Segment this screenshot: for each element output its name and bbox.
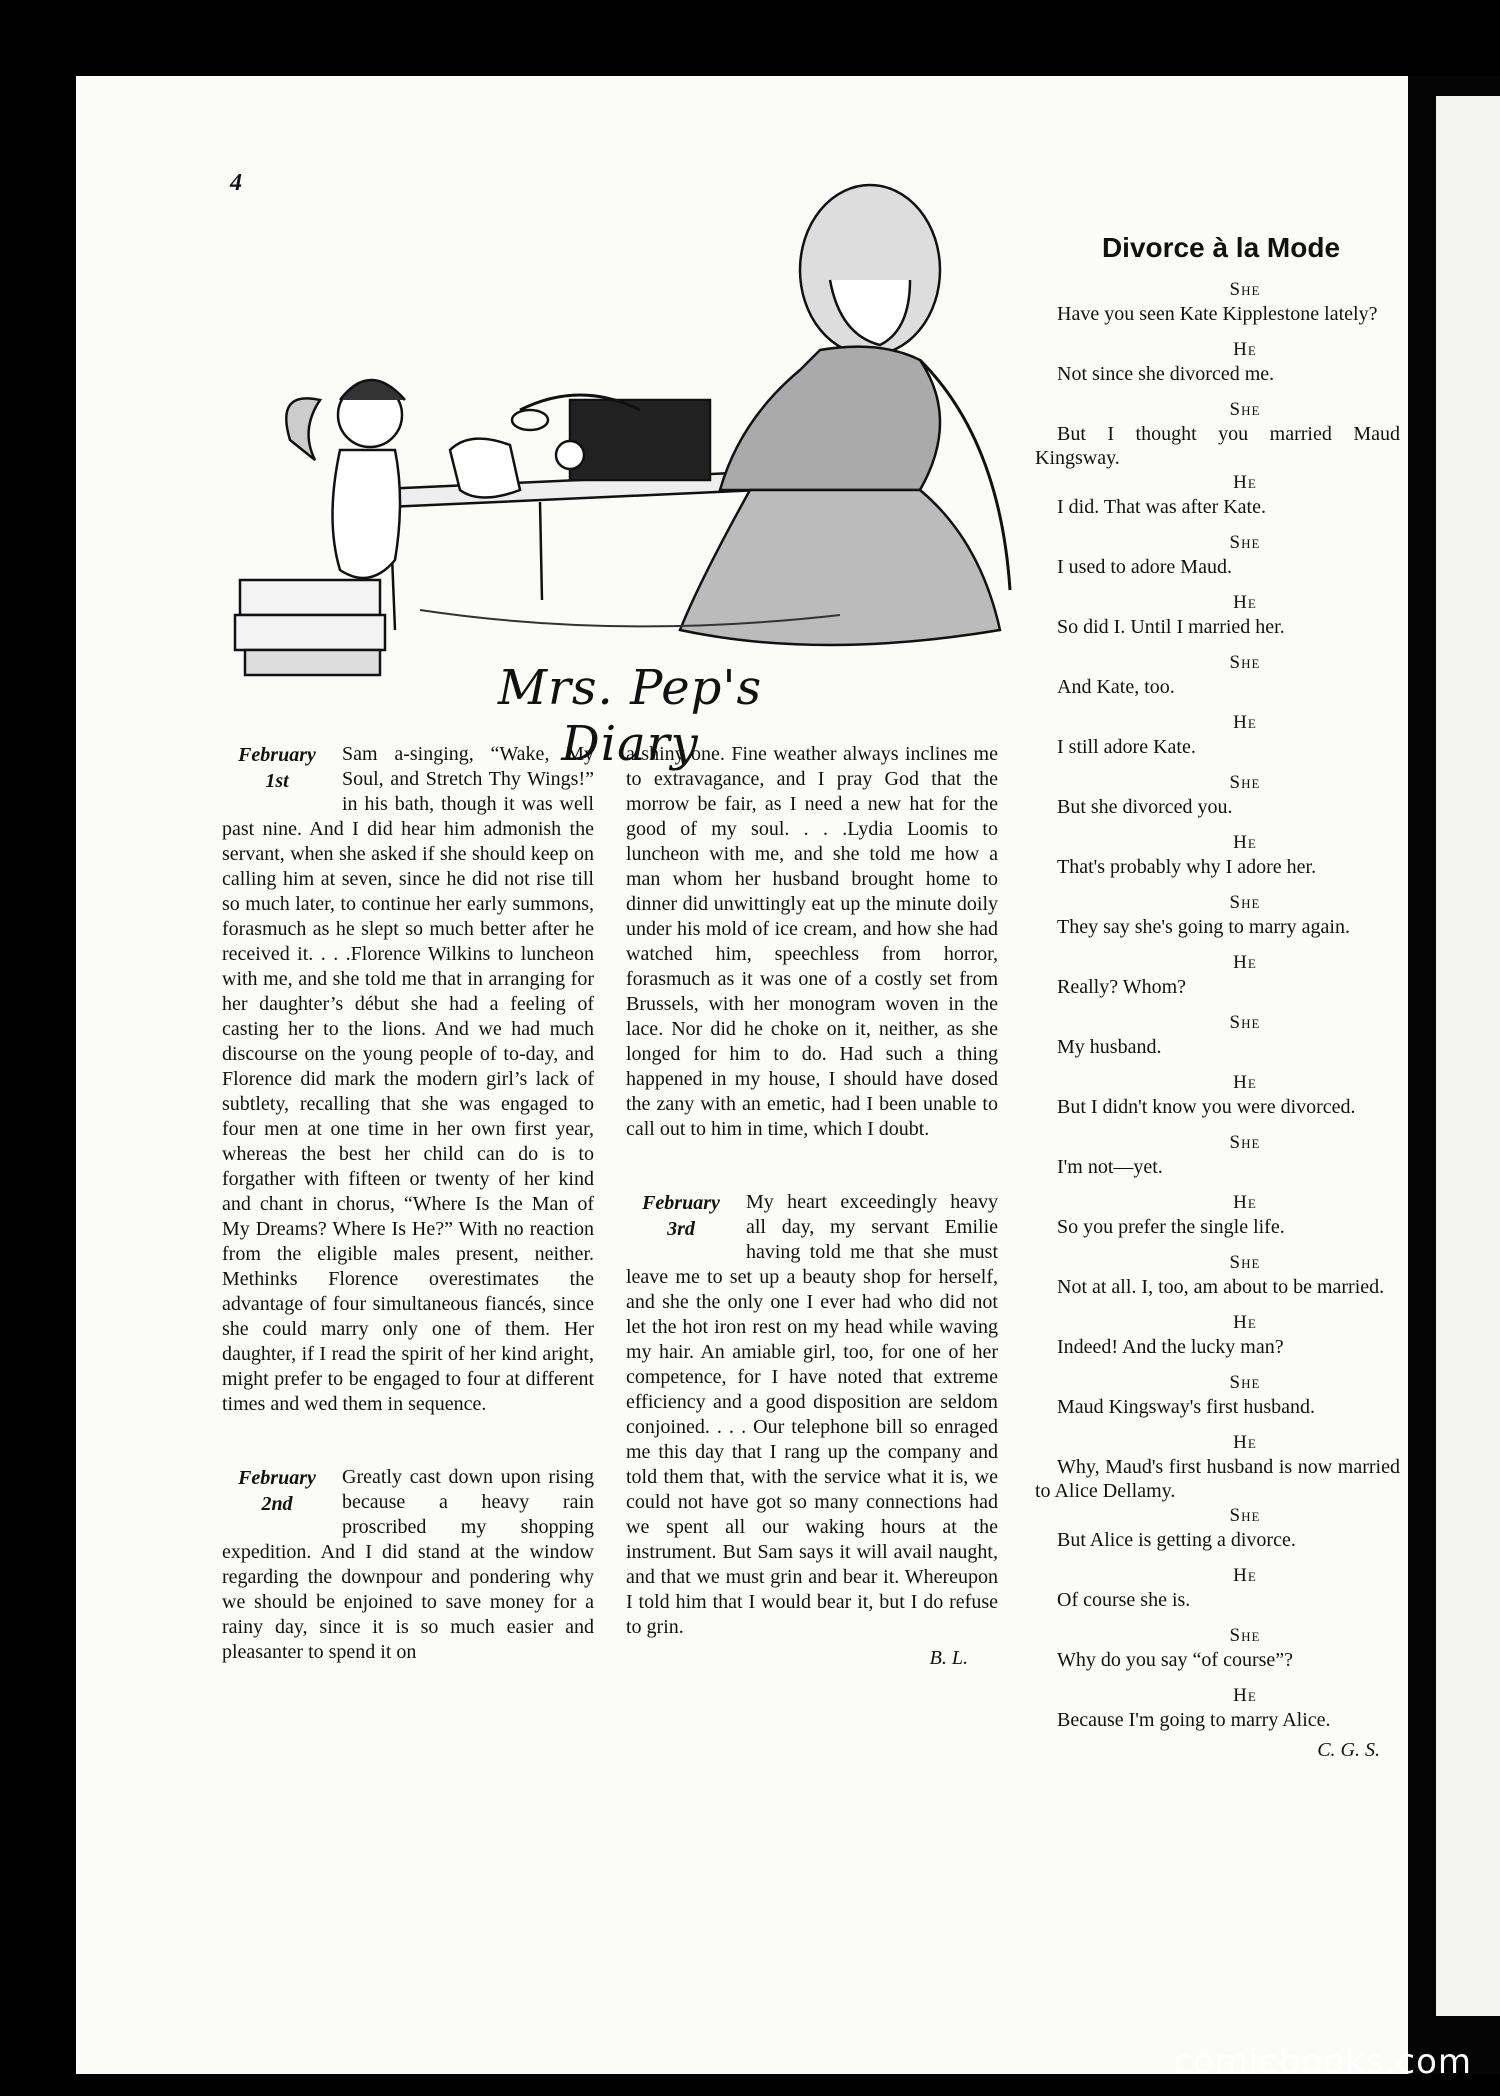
speaker-label: She — [1229, 1372, 1261, 1393]
diary-entry-feb-2 — [222, 1465, 594, 1665]
speaker-label: He — [1233, 952, 1257, 973]
diary-column-1 — [222, 742, 594, 1665]
entry-date — [222, 742, 332, 794]
speaker-label: He — [1233, 712, 1257, 733]
speaker-label: He — [1233, 1432, 1257, 1453]
dialogue-line: Indeed! And the lucky man? — [1057, 1336, 1284, 1358]
speaker-label: She — [1229, 1012, 1261, 1033]
diary-title: Mrs. Pep's Diary — [497, 660, 763, 772]
entry-text: Greatly cast down upon rising because a heavy rain proscribed my shopping expedition. And I did stand at the window regarding the downpour and pondering why we should be enjoined to save money for a rainy day, since it is so much easier and pleasanter to spend it on — [222, 1466, 594, 1663]
typist-cupid-illustration — [220, 160, 1020, 680]
dialogue-line: I'm not—yet. — [1057, 1156, 1163, 1178]
dialogue-line: My husband. — [1057, 1036, 1162, 1058]
dialogue-line: Maud Kingsway's first husband. — [1057, 1396, 1316, 1418]
speaker-label: She — [1229, 1625, 1261, 1646]
dialogue-line: Why do you say “of course”? — [1057, 1649, 1294, 1671]
dialogue-line: So you prefer the single life. — [1057, 1216, 1285, 1238]
entry-text: Sam a-singing, “Wake, My Soul, and Stretch Thy Wings!” in his bath, though it was well past nine. And I did hear him admonish the servant, when she asked if she should keep on calling him at seven, since he did not rise till so much later, to continue her early summons, forasmuch as he slept so much better after he received it. . . .Florence Wilkins to luncheon with me, and she told me that in arranging for her daughter’s début she had a feeling of casting her to the lions. And we had much discourse on the young people of to-day, and Florence did mark the modern girl’s lack of subtlety, recalling that she was engaged to four men at one time in her own first year, whereas the best her child can do is to forgather with fifteen or twenty of her kind and chant in chorus, “Where Is the Man of My Dreams? Where Is He?” With no reaction from the eligible males present, neither. Methinks Florence overestimates the advantage of four simultaneous fiancés, since she could marry only one of them. Her daughter, if I read the spirit of her kind aright, might prefer to be engaged to four at different times and wed them in sequence. — [222, 743, 594, 1415]
entry-text: My heart exceedingly heavy all day, my servant Emilie having told me that she must leave me to set up a beauty shop for herself, and she the only one I ever had who did not let the hot iron rest on my head while waving my hair. An amiable girl, too, for one of her competence, for I have noted that extreme efficiency and a good disposition are seldom conjoined. . . . Our telephone bill so enraged me this day that I rang up the company and told them that, with the service what it is, we could not have got so many connections had we spent all our waking hours at the instrument. But Sam says it will avail naught, and that we must grin and bear it. Whereupon I told him that I would bear it, but I do refuse to grin. — [626, 1191, 998, 1638]
dialogue-line: But she divorced you. — [1057, 796, 1233, 818]
speaker-label: She — [1229, 532, 1261, 553]
speaker-label: She — [1229, 1132, 1261, 1153]
speaker-label: She — [1229, 892, 1261, 913]
dialogue-line: Not at all. I, too, am about to be married. — [1057, 1276, 1385, 1298]
entry-day: 3rd — [667, 1218, 695, 1240]
diary-entry-feb-3 — [626, 1190, 998, 1640]
dialogue-line: So did I. Until I married her. — [1057, 616, 1285, 638]
diary-signature: B. L. — [929, 1647, 968, 1669]
facing-page-edge — [1436, 96, 1500, 2016]
dialogue-title: Divorce à la Mode — [1101, 232, 1341, 263]
speaker-label: He — [1233, 1192, 1257, 1213]
speaker-label: He — [1233, 339, 1257, 360]
speaker-label: He — [1233, 1072, 1257, 1093]
dialogue-line: Really? Whom? — [1057, 976, 1187, 998]
dialogue-line: That's probably why I adore her. — [1057, 856, 1317, 878]
entry-month: February — [238, 744, 316, 766]
speaker-label: He — [1233, 1685, 1257, 1706]
entry-day: 2nd — [261, 1493, 293, 1515]
entry-date — [626, 1190, 736, 1242]
dialogue-line: Of course she is. — [1057, 1589, 1191, 1611]
dialogue-signature: C. G. S. — [1317, 1739, 1380, 1761]
page-number: 4 — [230, 170, 242, 196]
speaker-label: She — [1229, 772, 1261, 793]
speaker-label: He — [1233, 592, 1257, 613]
watermark: comicbooks.com — [1173, 2042, 1472, 2082]
dialogue-line: But I thought you married Maud Kingsway. — [1035, 423, 1400, 469]
entry-month: February — [642, 1192, 720, 1214]
dialogue-line: And Kate, too. — [1057, 676, 1175, 698]
speaker-label: She — [1229, 279, 1261, 300]
dialogue-line: But I didn't know you were divorced. — [1057, 1096, 1356, 1118]
dialogue-line: But Alice is getting a divorce. — [1057, 1529, 1296, 1551]
speaker-label: She — [1229, 399, 1261, 420]
speaker-label: He — [1233, 1565, 1257, 1586]
dialogue-line: Have you seen Kate Kipplestone lately? — [1057, 303, 1378, 325]
diary-entry-feb-1 — [222, 742, 594, 1417]
entry-date — [222, 1465, 332, 1517]
speaker-label: He — [1233, 472, 1257, 493]
speaker-label: He — [1233, 832, 1257, 853]
speaker-label: She — [1229, 652, 1261, 673]
dialogue-line: Why, Maud's first husband is now married to Alice Dellamy. — [1035, 1456, 1400, 1502]
entry-continuation: a shiny one. Fine weather always inclines me to extravagance, and I pray God that the morrow be fair, as I need a new hat for the good of my soul. . . .Lydia Loomis to luncheon with me, and she told me how a man whom her husband brought home to dinner did unwittingly eat up the minute doily under his mold of ice cream, and how she had watched him, speechless from horror, forasmuch as it was one of a costly set from Brussels, with her monogram woven in the lace. Nor did he choke on it, neither, as she longed for him to do. Had such a thing happened in my house, I should have dosed the zany with an emetic, had I been unable to call out to him in time, which I doubt. — [626, 743, 998, 1140]
speaker-label: She — [1229, 1505, 1261, 1526]
dialogue-line: I did. That was after Kate. — [1057, 496, 1266, 518]
diary-column-2 — [626, 742, 998, 1671]
entry-month: February — [238, 1467, 316, 1489]
dialogue-line: I used to adore Maud. — [1057, 556, 1232, 578]
speaker-label: He — [1233, 1312, 1257, 1333]
dialogue-line: They say she's going to marry again. — [1057, 916, 1350, 938]
dialogue-line: I still adore Kate. — [1057, 736, 1196, 758]
dialogue-line: Not since she divorced me. — [1057, 363, 1275, 385]
speaker-label: She — [1229, 1252, 1261, 1273]
dialogue-line: Because I'm going to marry Alice. — [1057, 1709, 1331, 1731]
entry-day: 1st — [265, 770, 289, 792]
dialogue — [1035, 277, 1400, 1762]
